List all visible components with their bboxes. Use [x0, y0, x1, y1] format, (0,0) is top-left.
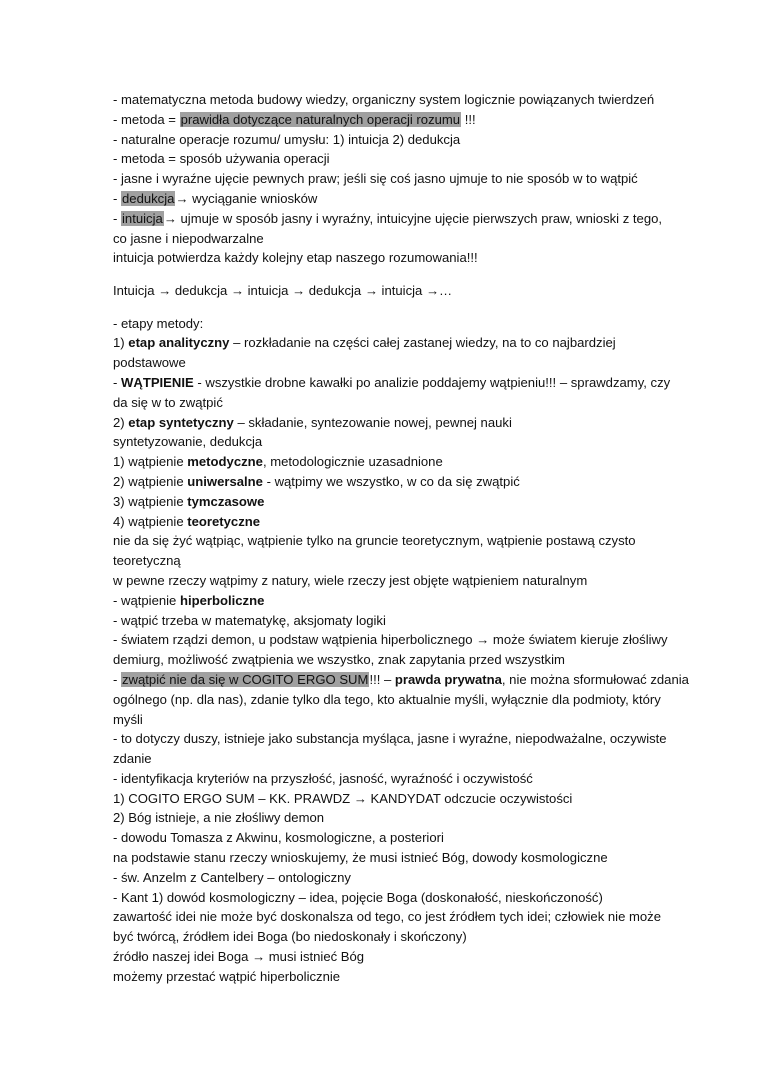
text-line: - Kant 1) dowód kosmologiczny – idea, pojęcie Boga (doskonałość, nieskończoność) [113, 889, 603, 905]
text-line: 2) etap syntetyczny – składanie, syntezowanie nowej, pewnej nauki [113, 414, 512, 430]
text-line: - identyfikacja kryteriów na przyszłość, jasność, wyraźność i oczywistość [113, 770, 533, 786]
highlighted-phrase: dedukcja [122, 190, 175, 206]
text-line: zawartość idei nie może być doskonalsza od tego, co jest źródłem tych idei; człowiek nie może [113, 909, 662, 925]
text-line: 1) COGITO ERGO SUM – KK. PRAWDZ → KANDYDAT odczucie oczywistości [113, 790, 573, 806]
text-line: 4) wątpienie teoretyczne [113, 513, 261, 529]
text-line: - matematyczna metoda budowy wiedzy, organiczny system logicznie powiązanych twierdzeń [113, 92, 655, 107]
text-line: intuicja potwierdza każdy kolejny etap naszego rozumowania!!! [113, 250, 478, 266]
bold-term: tymczasowe [187, 493, 265, 509]
text-line: na podstawie stanu rzeczy wnioskujemy, że musi istnieć Bóg, dowody kosmologiczne [113, 850, 608, 866]
text-line: teoretyczną [113, 553, 181, 569]
bold-term: prawda prywatna [394, 671, 502, 687]
bold-term: uniwersalne [187, 473, 263, 489]
text-line: - dowodu Tomasza z Akwinu, kosmologiczne, a posteriori [113, 830, 444, 846]
bold-term: etap analityczny [128, 335, 230, 351]
text-line: - wątpić trzeba w matematykę, aksjomaty logiki [113, 612, 386, 628]
text-line: demiurg, możliwość zwątpienia we wszystko, znak zapytania przed wszystkim [113, 652, 565, 668]
text-line: - intuicja→ ujmuje w sposób jasny i wyraźny, intuicyjne ujęcie pierwszych praw, wnioski z tego, [113, 210, 663, 226]
text-line: źródło naszej idei Boga → musi istnieć Bóg [113, 949, 365, 965]
text-line: - wątpienie hiperboliczne [113, 592, 265, 608]
text-line: myśli [113, 711, 143, 727]
text-line: 2) wątpienie uniwersalne - wątpimy we wszystko, w co da się zwątpić [113, 473, 520, 489]
text-line: podstawowe [113, 355, 186, 371]
bold-term: metodyczne [187, 454, 263, 470]
text-line: co jasne i niepodwarzalne [113, 230, 264, 246]
bold-term: hiperboliczne [179, 592, 265, 608]
text-line: 1) etap analityczny – rozkładanie na części całej zastanej wiedzy, na to co najbardziej [113, 335, 616, 351]
text-line: - zwątpić nie da się w COGITO ERGO SUM!!! – prawda prywatna, nie można sformułować zdania [113, 671, 689, 687]
highlighted-phrase: intuicja [122, 210, 163, 226]
text-line: nie da się żyć wątpiąc, wątpienie tylko na gruncie teoretycznym, wątpienie postawą czysto [113, 533, 636, 549]
text-line: - św. Anzelm z Cantelbery – ontologiczny [113, 869, 351, 885]
document-body [113, 90, 689, 987]
text-line: da się w to zwątpić [113, 394, 223, 410]
text-line: być twórcą, źródłem idei Boga (bo niedoskonały i skończony) [113, 929, 467, 945]
bold-term: etap syntetyczny [128, 414, 234, 430]
text-line: 1) wątpienie metodyczne, metodologicznie uzasadnione [113, 454, 443, 470]
bold-term: teoretyczne [187, 513, 261, 529]
text-line: 3) wątpienie tymczasowe [113, 493, 265, 509]
text-line: ogólnego (np. dla nas), zdanie tylko dla tego, kto aktualnie myśli, wyłącznie dla podmioty, który [113, 691, 661, 707]
text-line: Intuicja → dedukcja → intuicja → dedukcja → intuicja →… [113, 282, 453, 298]
text-line: - metoda = sposób używania operacji [113, 151, 330, 167]
text-line: - światem rządzi demon, u podstaw wątpienia hiperbolicznego → może światem kieruje złośliwy [113, 632, 668, 648]
bold-term: WĄTPIENIE [121, 374, 194, 390]
highlighted-phrase: prawidła dotyczące naturalnych operacji rozumu [180, 111, 461, 127]
text-line: - to dotyczy duszy, istnieje jako substancja myśląca, jasne i wyraźne, niepodważalne, oczywiste [113, 731, 667, 747]
text-line: 2) Bóg istnieje, a nie złośliwy demon [113, 810, 325, 826]
text-line: - metoda = prawidła dotyczące naturalnych operacji rozumu !!! [113, 111, 476, 127]
paragraph-gap [113, 268, 673, 281]
text-line: - etapy metody: [113, 315, 204, 331]
text-line: - jasne i wyraźne ujęcie pewnych praw; jeśli się coś jasno ujmuje to nie sposób w to wątpić [113, 171, 638, 187]
text-line: - WĄTPIENIE - wszystkie drobne kawałki po analizie poddajemy wątpieniu!!! – sprawdzamy, czy [113, 374, 671, 390]
text-line: syntetyzowanie, dedukcja [113, 434, 263, 450]
text-line: - dedukcja→ wyciąganie wniosków [113, 190, 318, 206]
text-line: w pewne rzeczy wątpimy z natury, wiele rzeczy jest objęte wątpieniem naturalnym [113, 572, 588, 588]
text-line: zdanie [113, 751, 152, 767]
text-line: możemy przestać wątpić hiperbolicznie [113, 968, 341, 984]
paragraph-gap [113, 301, 673, 314]
highlighted-phrase: zwątpić nie da się w COGITO ERGO SUM [122, 671, 369, 687]
text-line: - naturalne operacje rozumu/ umysłu: 1) intuicja 2) dedukcja [113, 131, 461, 147]
